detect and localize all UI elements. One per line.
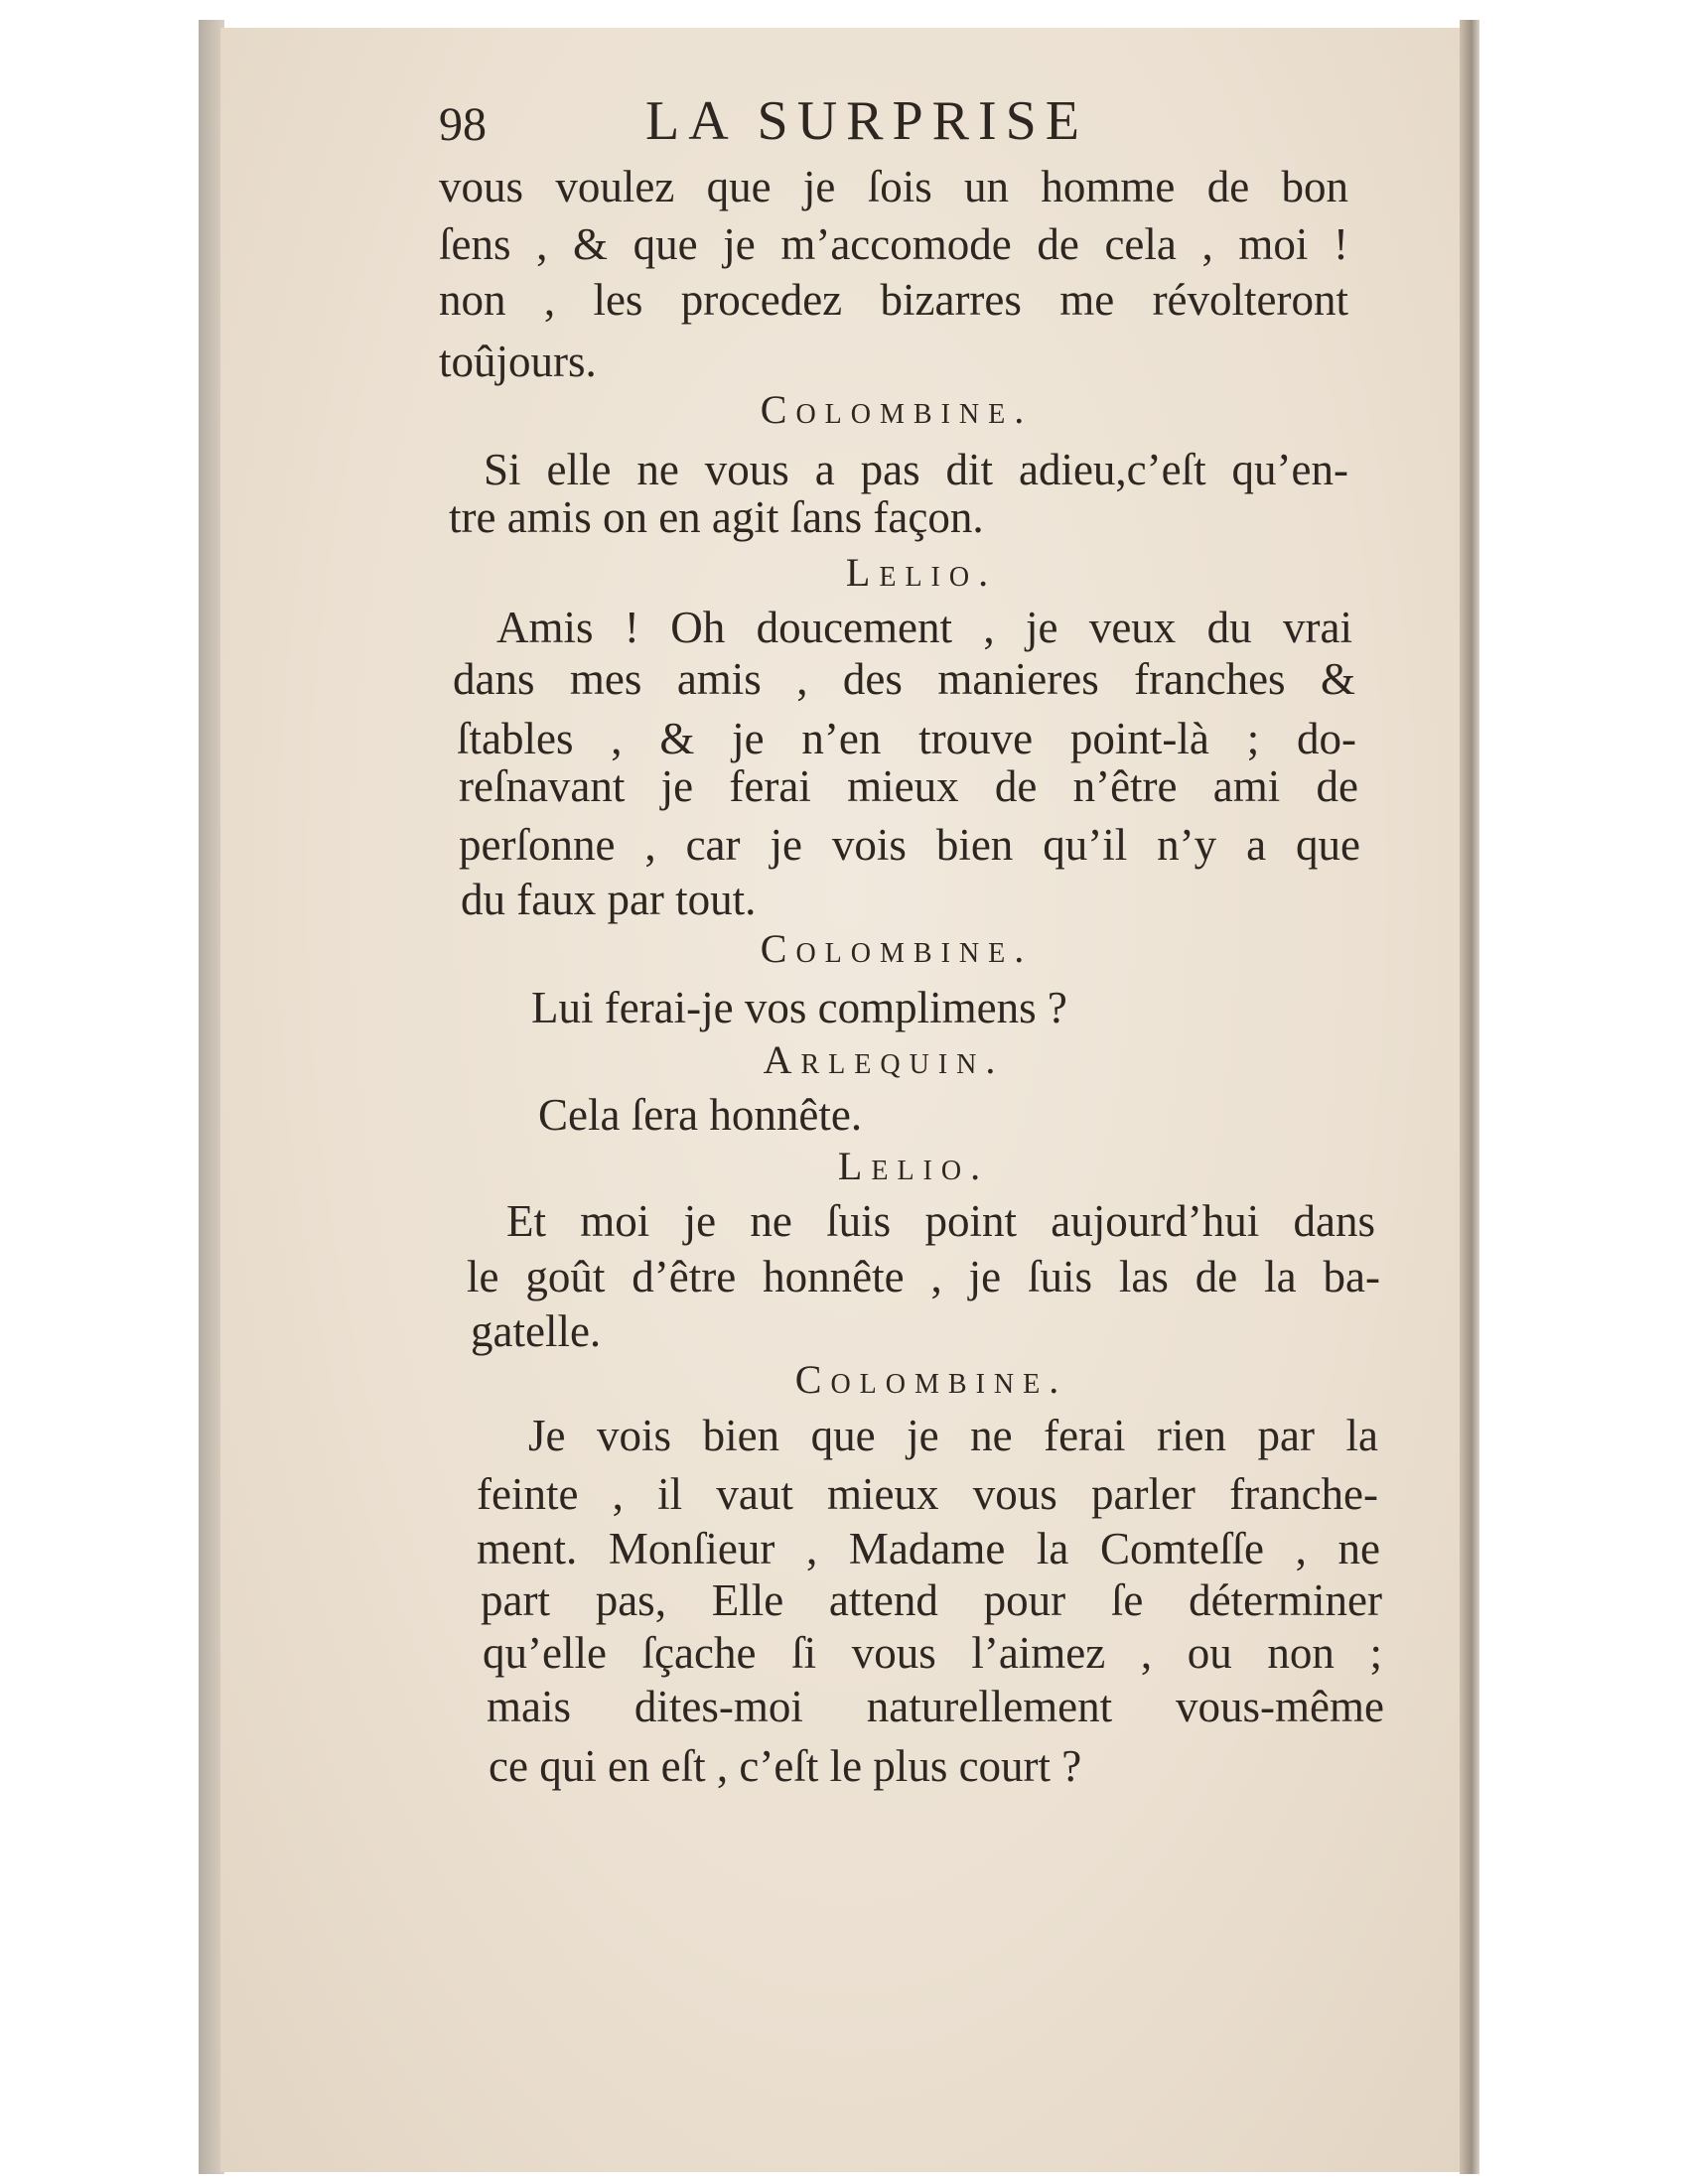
text-line: Je vois bien que je ne ferai rien par la xyxy=(528,1411,1378,1460)
text-line: qu’elle ſçache ſi vous l’aimez , ou non ; xyxy=(483,1628,1382,1678)
text-line: perſonne , car je vois bien qu’il n’y a que xyxy=(459,820,1360,870)
text-line: feinte , il vaut mieux vous parler franche- xyxy=(477,1469,1378,1519)
speaker-name: Colombine. xyxy=(794,1357,1068,1402)
text-line: gatelle. xyxy=(471,1306,602,1356)
text-line: dans mes amis , des manieres franches & xyxy=(453,654,1355,704)
text-line: Si elle ne vous a pas dit adieu,c’eſt qu’en- xyxy=(484,445,1348,494)
text-line: non , les procedez bizarres me révolteront xyxy=(439,275,1348,325)
speaker-name: Colombine. xyxy=(760,926,1034,971)
text-line: mais dites-moi naturellement vous-même xyxy=(487,1682,1384,1731)
text-line: vous voulez que je ſois un homme de bon xyxy=(439,162,1348,211)
page-edge-right xyxy=(1460,20,1479,2174)
text-line: ce qui en eſt , c’eſt le plus court ? xyxy=(489,1741,1082,1791)
text-line: Lui ferai-je vos complimens ? xyxy=(531,983,1067,1032)
text-line: Et moi je ne ſuis point aujourd’hui dans xyxy=(506,1196,1375,1246)
text-line: ſtables , & je n’en trouve point-là ; do- xyxy=(457,714,1356,763)
text-line: toûjours. xyxy=(439,337,597,386)
text-line: part pas, Elle attend pour ſe déterminer xyxy=(481,1575,1382,1625)
text-line: Cela ſera honnête. xyxy=(538,1090,863,1140)
text-line: tre amis on en agit ſans façon. xyxy=(449,492,984,542)
text-line: ſens , & que je m’accomode de cela , moi ! xyxy=(439,219,1348,269)
speaker-name: Lelio. xyxy=(845,550,998,595)
page-number: 98 xyxy=(439,98,487,151)
speaker-name: Arlequin. xyxy=(763,1037,1005,1082)
text-line: le goût d’être honnête , je ſuis las de la ba- xyxy=(467,1252,1380,1301)
text-line: Amis ! Oh doucement , je veux du vrai xyxy=(496,603,1352,652)
speaker-name: Lelio. xyxy=(837,1144,990,1188)
text-line: reſnavant je ferai mieux de n’être ami de xyxy=(459,761,1358,811)
text-line: du faux par tout. xyxy=(461,875,757,924)
running-title: LA SURPRISE xyxy=(645,90,1088,152)
speaker-name: Colombine. xyxy=(760,387,1034,432)
text-line: ment. Monſieur , Madame la Comteſſe , ne xyxy=(477,1524,1380,1573)
